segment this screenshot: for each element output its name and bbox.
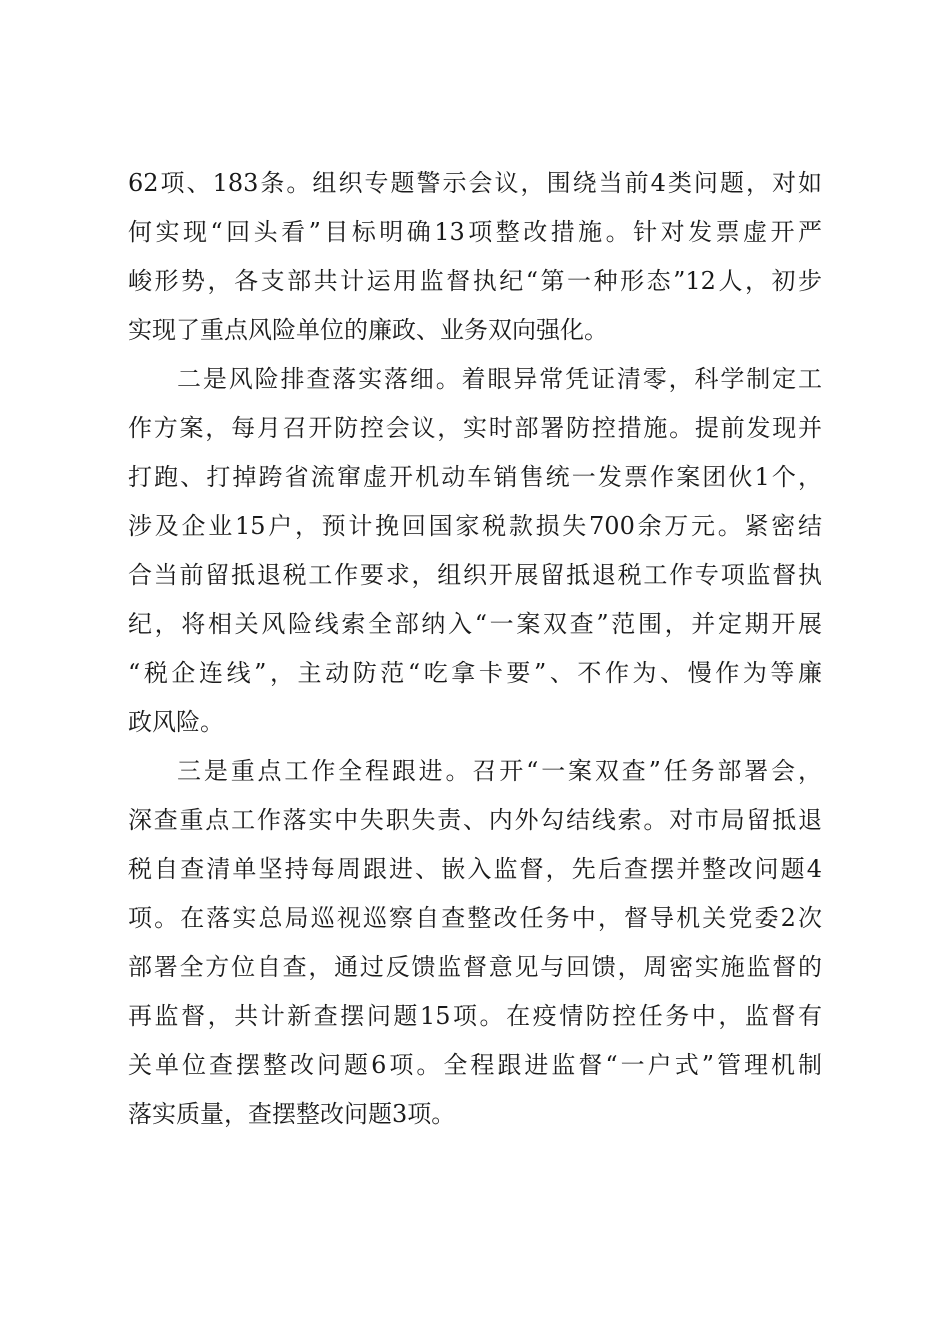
paragraph-3	[128, 754, 822, 1146]
text-line: 何实现“回头看”目标明确13项整改措施。针对发票虚开严	[128, 218, 822, 246]
text-line: 合当前留抵退税工作要求，组织开展留抵退税工作专项监督执	[128, 561, 822, 589]
paragraph-1	[128, 166, 822, 362]
text-line: 再监督，共计新查摆问题15项。在疫情防控任务中，监督有	[128, 1002, 822, 1030]
text-line: 纪，将相关风险线索全部纳入“一案双查”范围，并定期开展	[128, 610, 822, 638]
paragraph-2	[128, 362, 822, 754]
text-line: 政风险。	[128, 708, 224, 736]
text-line: 部署全方位自查，通过反馈监督意见与回馈，周密实施监督的	[128, 953, 822, 981]
text-line: 62项、183条。组织专题警示会议，围绕当前4类问题，对如	[128, 169, 822, 197]
text-line: 二是风险排查落实落细。着眼异常凭证清零，科学制定工	[177, 365, 822, 393]
text-line: 深查重点工作落实中失职失责、内外勾结线索。对市局留抵退	[128, 806, 822, 834]
text-line: 涉及企业15户，预计挽回国家税款损失700余万元。紧密结	[128, 512, 822, 540]
text-line: 关单位查摆整改问题6项。全程跟进监督“一户式”管理机制	[128, 1051, 822, 1079]
text-line: 实现了重点风险单位的廉政、业务双向强化。	[128, 316, 608, 344]
document-page	[128, 166, 822, 1146]
text-line: 峻形势，各支部共计运用监督执纪“第一种形态”12人，初步	[128, 267, 822, 295]
text-line: 打跑、打掉跨省流窜虚开机动车销售统一发票作案团伙1个，	[128, 463, 822, 491]
text-line: “税企连线”，主动防范“吃拿卡要”、不作为、慢作为等廉	[128, 659, 822, 687]
text-line: 落实质量，查摆整改问题3项。	[128, 1100, 456, 1128]
text-line: 项。在落实总局巡视巡察自查整改任务中，督导机关党委2次	[128, 904, 822, 932]
text-line: 作方案，每月召开防控会议，实时部署防控措施。提前发现并	[128, 414, 822, 442]
text-line: 税自查清单坚持每周跟进、嵌入监督，先后查摆并整改问题4	[128, 855, 822, 883]
text-line: 三是重点工作全程跟进。召开“一案双查”任务部署会，	[177, 757, 822, 785]
